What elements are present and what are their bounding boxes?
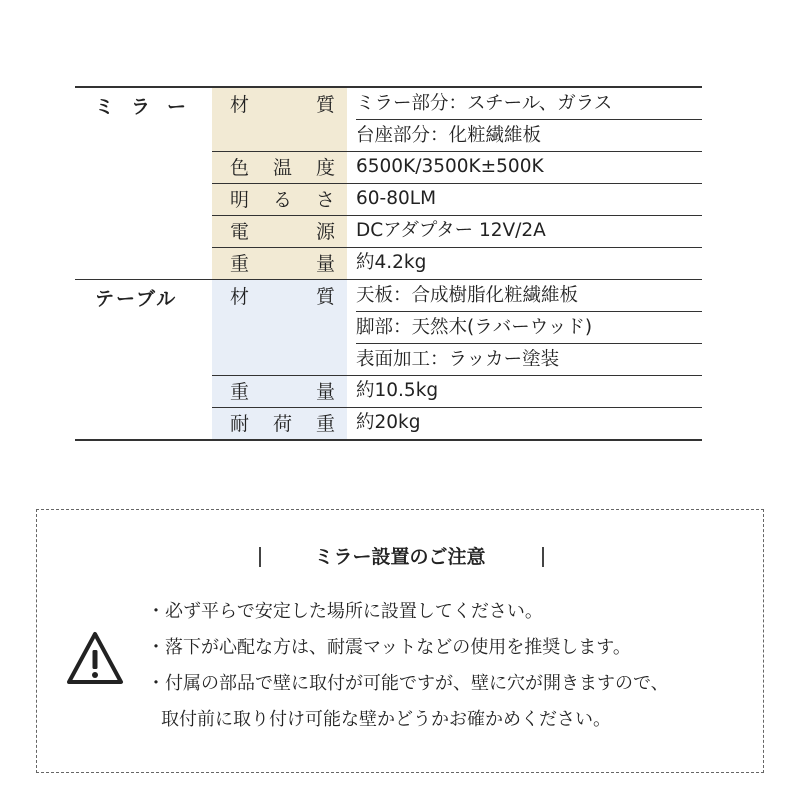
spec-row-color-temp — [212, 151, 702, 183]
spec-label: 明 る さ — [212, 184, 347, 215]
spec-value: 表面加工：ラッカー塗装 — [356, 343, 702, 375]
spec-row-material — [212, 88, 702, 151]
notice-item: ・必ず平らで安定した場所に設置してください。 — [147, 601, 543, 622]
spec-label: 色 温 度 — [212, 152, 347, 183]
spec-row-load-capacity — [212, 407, 702, 439]
spec-row-brightness — [212, 183, 702, 215]
notice-title: ミラー設置のご注意 — [314, 546, 486, 568]
spec-label: 耐 荷 重 — [212, 408, 347, 439]
spec-value: 60-80LM — [356, 188, 437, 209]
spec-value: 天板：合成樹脂化粧繊維板 — [356, 285, 579, 306]
spec-value: DCアダプター 12V/2A — [356, 220, 546, 241]
spec-label: 電 源 — [212, 216, 347, 247]
spec-row-weight — [212, 375, 702, 407]
group-name-mirror: ミラー — [95, 96, 204, 118]
spec-value: 約20kg — [356, 412, 421, 433]
spec-value: 台座部分：化粧繊維板 — [356, 119, 702, 151]
spec-label: 重 量 — [212, 376, 347, 407]
spec-value: 約10.5kg — [356, 380, 439, 401]
warning-triangle-icon — [65, 630, 125, 686]
group-name-table: テーブル — [95, 288, 178, 310]
title-divider-right — [542, 547, 544, 567]
spec-row-weight — [212, 247, 702, 279]
notice-list — [147, 594, 669, 738]
spec-label: 材 質 — [212, 280, 347, 375]
notice-item: ・付属の部品で壁に取付が可能ですが、壁に穴が開きますので、 — [147, 673, 669, 694]
spec-table — [75, 86, 702, 441]
notice-box — [36, 509, 764, 773]
spec-label: 重 量 — [212, 248, 347, 279]
table-spec-group — [75, 279, 702, 439]
notice-item: 取付前に取り付け可能な壁かどうかお確かめください。 — [161, 709, 611, 730]
mirror-spec-group — [75, 88, 702, 279]
spec-value: 約4.2kg — [356, 252, 427, 273]
spec-label: 材 質 — [212, 88, 347, 151]
notice-item: ・落下が心配な方は、耐震マットなどの使用を推奨します。 — [147, 637, 631, 658]
spec-value: ミラー部分：スチール、ガラス — [356, 93, 613, 114]
spec-value: 6500K/3500K±500K — [356, 156, 544, 177]
spec-row-power — [212, 215, 702, 247]
spec-value: 脚部：天然木(ラバーウッド) — [356, 311, 702, 343]
spec-row-material — [212, 280, 702, 375]
